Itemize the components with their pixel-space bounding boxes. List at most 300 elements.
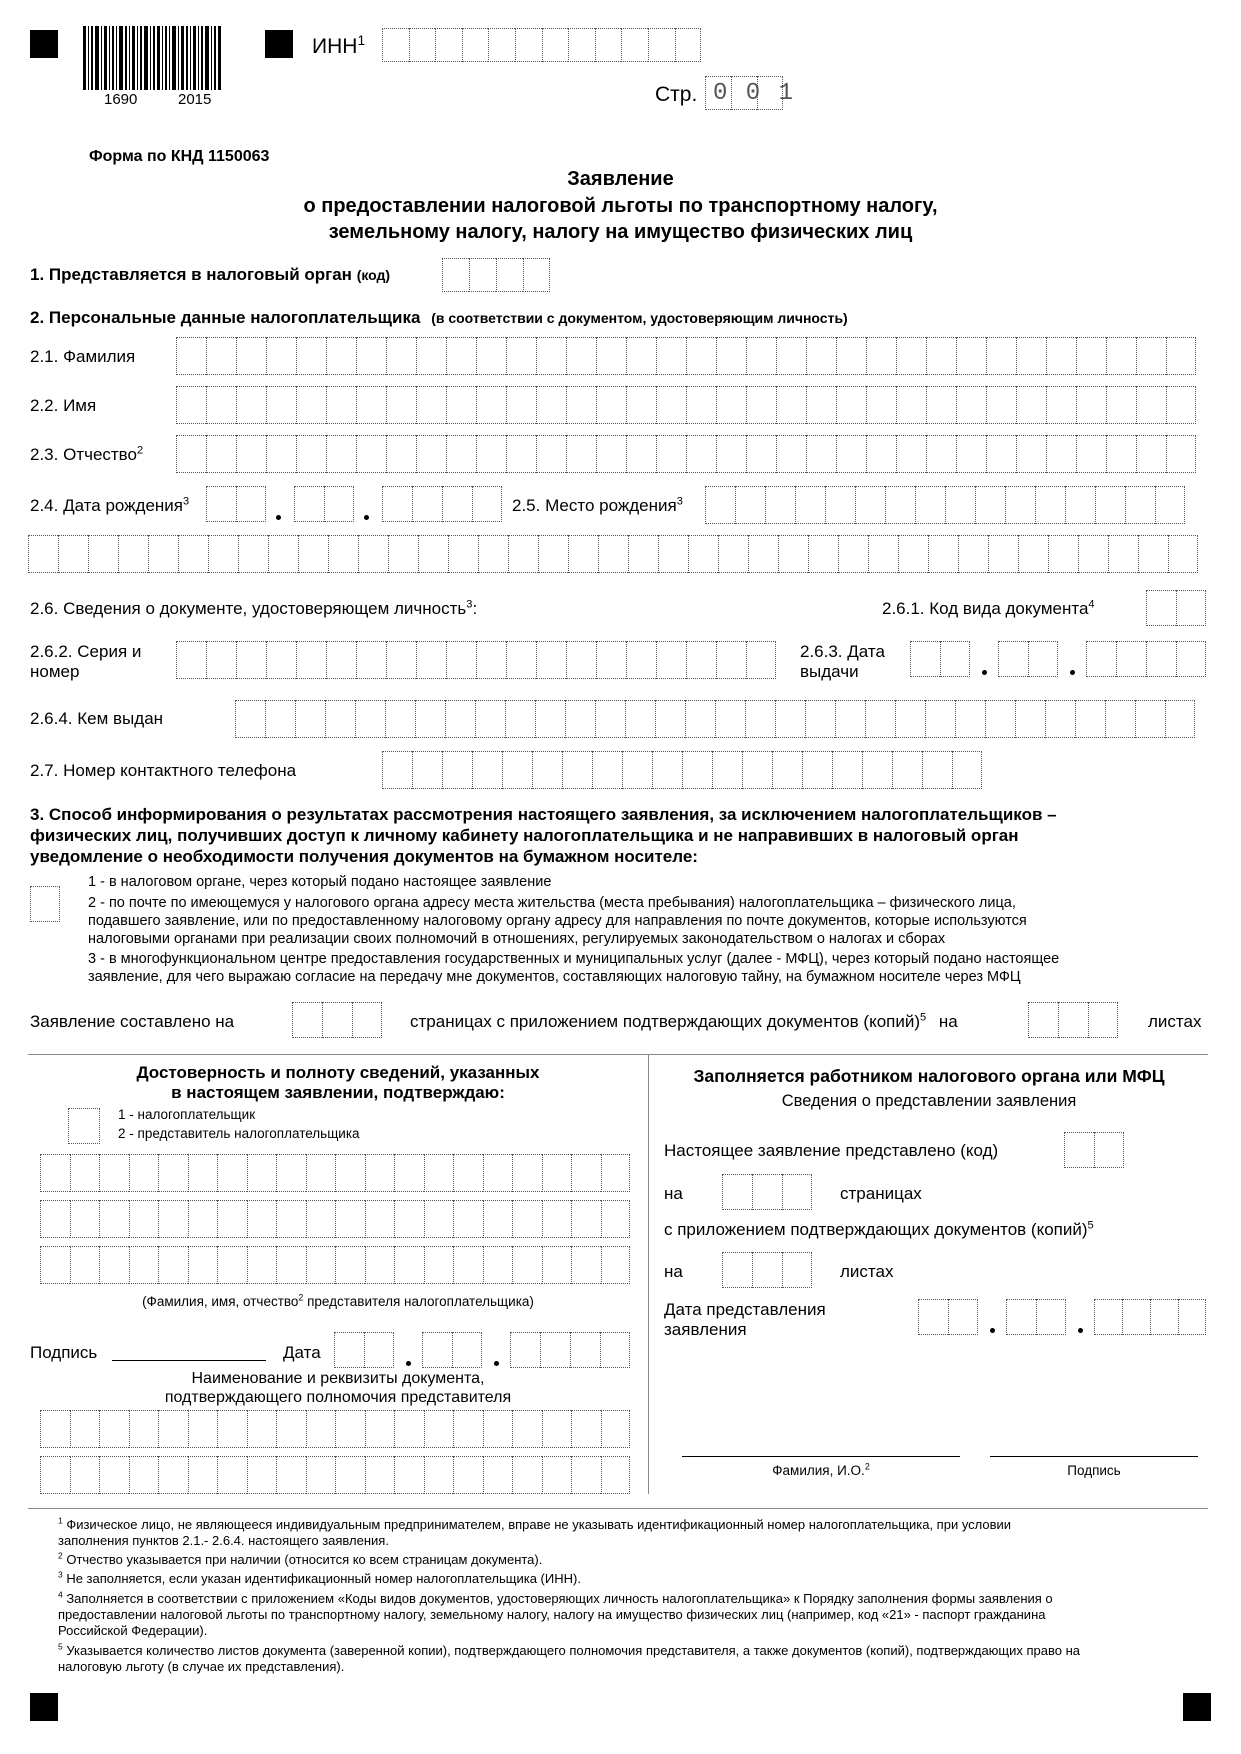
- footnote-4-number: 4: [58, 1589, 63, 1600]
- input-cell: [865, 700, 895, 738]
- footnote-3: [58, 1569, 581, 1586]
- input-cell: [626, 641, 656, 679]
- date-separator: [982, 670, 987, 675]
- input-cell: [596, 435, 626, 473]
- doc-info-label: [30, 600, 477, 617]
- input-cell: [745, 700, 775, 738]
- input-cell: [866, 435, 896, 473]
- input-cell: [926, 386, 956, 424]
- input-cell: [483, 1246, 513, 1284]
- phone-label: 2.7. Номер контактного телефона: [30, 761, 297, 780]
- input-cell: [655, 700, 685, 738]
- input-cell: [536, 435, 566, 473]
- issue-date-year-input[interactable]: [1086, 641, 1206, 677]
- representative-fio-input-3[interactable]: [40, 1246, 630, 1284]
- input-cell: [568, 535, 598, 573]
- input-cell: [158, 1410, 188, 1448]
- input-cell: [365, 1200, 395, 1238]
- input-cell: [596, 641, 626, 679]
- inn-label-text: ИНН: [312, 35, 358, 58]
- signature-line[interactable]: [112, 1360, 266, 1361]
- confirm-type-input[interactable]: [68, 1108, 100, 1144]
- input-cell: [335, 1154, 365, 1192]
- fio-caption-text: (Фамилия, имя, отчество: [142, 1294, 299, 1309]
- birthdate-day-input[interactable]: [206, 486, 266, 522]
- input-cell: [276, 1456, 306, 1494]
- input-cell: [70, 1456, 100, 1494]
- input-cell: [394, 1246, 424, 1284]
- representative-fio-input-1[interactable]: [40, 1154, 630, 1192]
- input-cell: [238, 535, 268, 573]
- office-with-docs-footnote-ref: 5: [1087, 1219, 1094, 1232]
- input-cell: [571, 1200, 601, 1238]
- input-cell: [206, 435, 236, 473]
- footnote-1b: заполнения пунктов 2.1.- 2.6.4. настоящего заявления.: [58, 1533, 389, 1548]
- input-cell: [956, 435, 986, 473]
- input-cell: [1016, 337, 1046, 375]
- input-cell: [795, 486, 825, 524]
- input-cell: [895, 700, 925, 738]
- date-separator: [1070, 670, 1075, 675]
- input-cell: [595, 700, 625, 738]
- input-cell: [566, 435, 596, 473]
- series-number-input[interactable]: [176, 641, 776, 679]
- input-cell: [1106, 435, 1136, 473]
- input-cell: [988, 535, 1018, 573]
- input-cell: [512, 1200, 542, 1238]
- patronymic-footnote-ref: 2: [136, 444, 144, 457]
- barcode-number-left: 1690: [104, 91, 138, 108]
- input-cell: [656, 641, 686, 679]
- input-cell: [1108, 535, 1138, 573]
- input-cell: [926, 435, 956, 473]
- input-cell: [896, 386, 926, 424]
- input-cell: [298, 535, 328, 573]
- inn-input[interactable]: [382, 28, 701, 62]
- input-cell: [626, 337, 656, 375]
- input-cell: [571, 1410, 601, 1448]
- input-cell: [536, 386, 566, 424]
- series-label-line1: 2.6.2. Серия и: [30, 642, 142, 661]
- footnote-4a: [58, 1589, 1053, 1606]
- issue-date-label-line1: 2.6.3. Дата: [800, 642, 885, 661]
- birthdate-month-input[interactable]: [294, 486, 354, 522]
- section2-label-text: 2. Персональные данные налогоплательщика: [30, 308, 421, 327]
- office-sheets-input[interactable]: [722, 1252, 812, 1288]
- input-cell: [806, 337, 836, 375]
- section1-label-text: 1. Представляется в налоговый орган: [30, 265, 352, 284]
- input-cell: [236, 386, 266, 424]
- office-date-year-input[interactable]: [1094, 1299, 1206, 1335]
- input-cell: [356, 386, 386, 424]
- representative-doc-input-2[interactable]: [40, 1456, 630, 1494]
- input-cell: [70, 1246, 100, 1284]
- input-cell: [765, 486, 795, 524]
- input-cell: [1046, 435, 1076, 473]
- office-fio-caption: [682, 1461, 960, 1478]
- date-separator: [494, 1361, 499, 1366]
- info-method-option-3a: 3 - в многофункциональном центре предоставления государственных и муниципальных услуг (далее - МФЦ), через который подано настоящее: [88, 951, 1060, 967]
- input-cell: [415, 700, 445, 738]
- footnote-5a-text: Указывается количество листов документа (заверенной копии), подтверждающего полномочия представителя, а также документов (копий), подтверждающих право на: [66, 1643, 1081, 1658]
- office-block-title: Заполняется работником налогового органа или МФЦ: [693, 1066, 1165, 1086]
- section3-line2: физических лиц, получивших доступ к личному кабинету налогоплательщика и не направивших в налоговый орган: [30, 826, 1019, 845]
- input-cell: [512, 1154, 542, 1192]
- input-cell: [915, 486, 945, 524]
- series-label-line2: номер: [30, 661, 80, 681]
- input-cell: [416, 641, 446, 679]
- doc-info-label-text: 2.6. Сведения о документе, удостоверяющем личность: [30, 599, 467, 618]
- input-cell: [412, 751, 442, 789]
- confirm-option-1: 1 - налогоплательщик: [118, 1107, 256, 1122]
- input-cell: [416, 435, 446, 473]
- issued-by-label: 2.6.4. Кем выдан: [30, 709, 164, 728]
- office-sign-line[interactable]: [990, 1456, 1198, 1457]
- input-cell: [268, 535, 298, 573]
- input-cell: [382, 751, 412, 789]
- input-cell: [1106, 337, 1136, 375]
- input-cell: [326, 641, 356, 679]
- input-cell: [178, 535, 208, 573]
- input-cell: [505, 700, 535, 738]
- doc-code-footnote-ref: 4: [1088, 598, 1095, 611]
- confirm-option-2: 2 - представитель налогоплательщика: [118, 1126, 360, 1141]
- input-cell: [355, 700, 385, 738]
- input-cell: [476, 337, 506, 375]
- inn-label: [312, 33, 366, 58]
- input-cell: [778, 535, 808, 573]
- input-cell: [838, 535, 868, 573]
- office-fio-line[interactable]: [682, 1456, 960, 1457]
- input-cell: [682, 751, 712, 789]
- input-cell: [1165, 700, 1195, 738]
- page-label: Стр.: [655, 83, 698, 106]
- input-cell: [296, 641, 326, 679]
- input-cell: [1048, 535, 1078, 573]
- footnote-1a: [58, 1515, 1012, 1532]
- input-cell: [148, 535, 178, 573]
- input-cell: [862, 751, 892, 789]
- office-block-subtitle: Сведения о представлении заявления: [781, 1092, 1077, 1110]
- input-cell: [686, 641, 716, 679]
- input-cell: [276, 1154, 306, 1192]
- input-cell: [626, 435, 656, 473]
- input-cell: [1076, 435, 1106, 473]
- input-cell: [776, 435, 806, 473]
- input-cell: [356, 641, 386, 679]
- input-cell: [512, 1246, 542, 1284]
- input-cell: [188, 1246, 218, 1284]
- input-cell: [129, 1154, 159, 1192]
- input-cell: [247, 1246, 277, 1284]
- footnote-5-number: 5: [58, 1641, 63, 1652]
- input-cell: [296, 435, 326, 473]
- input-cell: [295, 700, 325, 738]
- input-cell: [158, 1154, 188, 1192]
- input-cell: [686, 435, 716, 473]
- confirm-date-year-input[interactable]: [510, 1332, 630, 1368]
- input-cell: [775, 700, 805, 738]
- doc-info-colon: :: [472, 599, 478, 618]
- issue-date-day-input[interactable]: [910, 641, 970, 677]
- input-cell: [1045, 700, 1075, 738]
- input-cell: [855, 486, 885, 524]
- birthplace-label-text: 2.5. Место рождения: [512, 496, 677, 515]
- input-cell: [715, 700, 745, 738]
- input-cell: [1076, 386, 1106, 424]
- input-cell: [926, 337, 956, 375]
- representative-doc-input-1[interactable]: [40, 1410, 630, 1448]
- footnote-2: [58, 1550, 543, 1567]
- input-cell: [1135, 700, 1165, 738]
- input-cell: [265, 700, 295, 738]
- doc-code-label-text: 2.6.1. Код вида документа: [882, 599, 1089, 618]
- input-cell: [476, 641, 506, 679]
- input-cell: [1166, 435, 1196, 473]
- input-cell: [236, 641, 266, 679]
- footnote-2-text: Отчество указывается при наличии (относится ко всем страницам документа).: [66, 1552, 543, 1567]
- submitted-code-label: Настоящее заявление представлено (код): [664, 1141, 999, 1160]
- input-cell: [365, 1410, 395, 1448]
- issue-date-label-line2: выдачи: [800, 661, 859, 681]
- pages-footnote-ref: 5: [920, 1011, 927, 1024]
- input-cell: [928, 535, 958, 573]
- birthplace-input-continued[interactable]: [28, 535, 1198, 573]
- input-cell: [478, 535, 508, 573]
- input-cell: [1106, 386, 1136, 424]
- input-cell: [652, 751, 682, 789]
- input-cell: [40, 1154, 70, 1192]
- input-cell: [158, 1246, 188, 1284]
- footnote-4b: предоставлении налоговой льготы по транспортному налогу, земельному налогу, налогу на имущество физических лиц (например, код «21» - паспорт гражданина: [58, 1607, 1046, 1622]
- input-cell: [538, 535, 568, 573]
- input-cell: [326, 386, 356, 424]
- input-cell: [601, 1410, 631, 1448]
- sheets-count-input[interactable]: [1028, 1002, 1118, 1038]
- pages-suffix: листах: [1148, 1012, 1202, 1031]
- office-date-month-input[interactable]: [1006, 1299, 1066, 1335]
- form-title-1: Заявление: [567, 168, 674, 190]
- office-date-day-input[interactable]: [918, 1299, 978, 1335]
- input-cell: [892, 751, 922, 789]
- inn-footnote-ref: 1: [357, 33, 366, 48]
- input-cell: [571, 1456, 601, 1494]
- name-input[interactable]: [176, 386, 1196, 424]
- input-cell: [506, 435, 536, 473]
- office-date-label-line2: заявления: [664, 1319, 747, 1339]
- input-cell: [40, 1410, 70, 1448]
- input-cell: [975, 486, 1005, 524]
- office-date-label: [664, 1300, 826, 1339]
- input-cell: [592, 751, 622, 789]
- name-label: 2.2. Имя: [30, 396, 97, 415]
- input-cell: [296, 386, 326, 424]
- column-divider: [648, 1054, 649, 1494]
- confirm-date-day-input[interactable]: [334, 1332, 394, 1368]
- submitted-code-input[interactable]: [1064, 1132, 1124, 1168]
- input-cell: [565, 700, 595, 738]
- input-cell: [628, 535, 658, 573]
- input-cell: [296, 337, 326, 375]
- patronymic-input[interactable]: [176, 435, 1196, 473]
- input-cell: [326, 435, 356, 473]
- input-cell: [188, 1456, 218, 1494]
- input-cell: [688, 535, 718, 573]
- input-cell: [656, 435, 686, 473]
- representative-doc-title-2: подтверждающего полномочия представителя: [164, 1389, 512, 1406]
- input-cell: [955, 700, 985, 738]
- input-cell: [365, 1154, 395, 1192]
- input-cell: [58, 535, 88, 573]
- input-cell: [1046, 337, 1076, 375]
- input-cell: [483, 1410, 513, 1448]
- input-cell: [88, 535, 118, 573]
- input-cell: [40, 1200, 70, 1238]
- doc-code-label: [882, 600, 1095, 617]
- office-with-docs-text: с приложением подтверждающих документов (копий): [664, 1220, 1088, 1239]
- confirm-date-month-input[interactable]: [422, 1332, 482, 1368]
- input-cell: [806, 386, 836, 424]
- date-separator: [364, 515, 369, 520]
- corner-marker-bottom-left: [30, 1693, 58, 1721]
- input-cell: [512, 1410, 542, 1448]
- representative-fio-input-2[interactable]: [40, 1200, 630, 1238]
- input-cell: [418, 535, 448, 573]
- input-cell: [601, 1246, 631, 1284]
- input-cell: [705, 486, 735, 524]
- input-cell: [306, 1154, 336, 1192]
- section2-label: [30, 309, 848, 326]
- input-cell: [885, 486, 915, 524]
- input-cell: [836, 386, 866, 424]
- input-cell: [40, 1246, 70, 1284]
- footnote-2-number: 2: [58, 1550, 63, 1561]
- corner-marker-top-mid: [265, 30, 293, 58]
- doc-code-input[interactable]: [1146, 590, 1206, 626]
- input-cell: [535, 700, 565, 738]
- input-cell: [99, 1200, 129, 1238]
- input-cell: [742, 751, 772, 789]
- office-pages-input[interactable]: [722, 1174, 812, 1210]
- input-cell: [276, 1410, 306, 1448]
- input-cell: [483, 1456, 513, 1494]
- input-cell: [716, 386, 746, 424]
- input-cell: [896, 337, 926, 375]
- birthplace-input[interactable]: [705, 486, 1185, 524]
- issue-date-month-input[interactable]: [998, 641, 1058, 677]
- input-cell: [266, 641, 296, 679]
- input-cell: [1166, 337, 1196, 375]
- info-method-option-3b: заявление, для чего выражаю согласие на передачу мне документов, составляющих налоговую тайну, на бумажном носителе через МФЦ: [88, 969, 1021, 985]
- input-cell: [802, 751, 832, 789]
- input-cell: [601, 1200, 631, 1238]
- input-cell: [625, 700, 655, 738]
- input-cell: [236, 337, 266, 375]
- input-cell: [118, 535, 148, 573]
- input-cell: [805, 700, 835, 738]
- input-cell: [325, 700, 355, 738]
- input-cell: [247, 1200, 277, 1238]
- input-cell: [188, 1154, 218, 1192]
- input-cell: [453, 1456, 483, 1494]
- input-cell: [236, 435, 266, 473]
- input-cell: [832, 751, 862, 789]
- input-cell: [206, 337, 236, 375]
- input-cell: [956, 386, 986, 424]
- input-cell: [1136, 435, 1166, 473]
- phone-input[interactable]: [382, 751, 982, 789]
- input-cell: [1136, 386, 1166, 424]
- input-cell: [206, 386, 236, 424]
- input-cell: [129, 1410, 159, 1448]
- input-cell: [601, 1456, 631, 1494]
- input-cell: [70, 1154, 100, 1192]
- issued-by-input[interactable]: [235, 700, 1195, 738]
- input-cell: [388, 535, 418, 573]
- input-cell: [502, 751, 532, 789]
- birthdate-year-input[interactable]: [382, 486, 502, 522]
- input-cell: [176, 435, 206, 473]
- barcode-graphic: [83, 26, 223, 90]
- input-cell: [99, 1246, 129, 1284]
- input-cell: [158, 1200, 188, 1238]
- input-cell: [868, 535, 898, 573]
- pages-na: на: [938, 1012, 958, 1031]
- input-cell: [866, 337, 896, 375]
- input-cell: [394, 1154, 424, 1192]
- input-cell: [542, 1246, 572, 1284]
- input-cell: [656, 386, 686, 424]
- input-cell: [898, 535, 928, 573]
- info-method-option-2a: 2 - по почте по имеющемуся у налогового органа адресу места жительства (места пребывания) налогоплательщика – физического лица,: [88, 895, 1016, 911]
- input-cell: [217, 1456, 247, 1494]
- fio-caption: [28, 1292, 648, 1309]
- input-cell: [776, 337, 806, 375]
- input-cell: [601, 1154, 631, 1192]
- input-cell: [1125, 486, 1155, 524]
- input-cell: [306, 1410, 336, 1448]
- footnote-5a: [58, 1641, 1081, 1658]
- input-cell: [806, 435, 836, 473]
- input-cell: [716, 337, 746, 375]
- pages-count-input[interactable]: [292, 1002, 382, 1038]
- input-cell: [217, 1246, 247, 1284]
- input-cell: [483, 1200, 513, 1238]
- input-cell: [596, 386, 626, 424]
- input-cell: [453, 1200, 483, 1238]
- section1-label: [30, 266, 390, 283]
- surname-input[interactable]: [176, 337, 1196, 375]
- info-method-input[interactable]: [30, 886, 60, 922]
- input-cell: [442, 751, 472, 789]
- patronymic-label: [30, 446, 143, 463]
- date-separator: [276, 515, 281, 520]
- input-cell: [475, 700, 505, 738]
- input-cell: [1035, 486, 1065, 524]
- input-cell: [448, 535, 478, 573]
- input-cell: [542, 1456, 572, 1494]
- input-cell: [99, 1154, 129, 1192]
- date-separator: [1078, 1328, 1083, 1333]
- input-cell: [1166, 386, 1196, 424]
- input-cell: [686, 386, 716, 424]
- input-cell: [735, 486, 765, 524]
- pages-prefix: Заявление составлено на: [30, 1012, 235, 1031]
- input-cell: [748, 535, 778, 573]
- input-cell: [99, 1410, 129, 1448]
- tax-office-code-input[interactable]: [442, 258, 550, 292]
- input-cell: [508, 535, 538, 573]
